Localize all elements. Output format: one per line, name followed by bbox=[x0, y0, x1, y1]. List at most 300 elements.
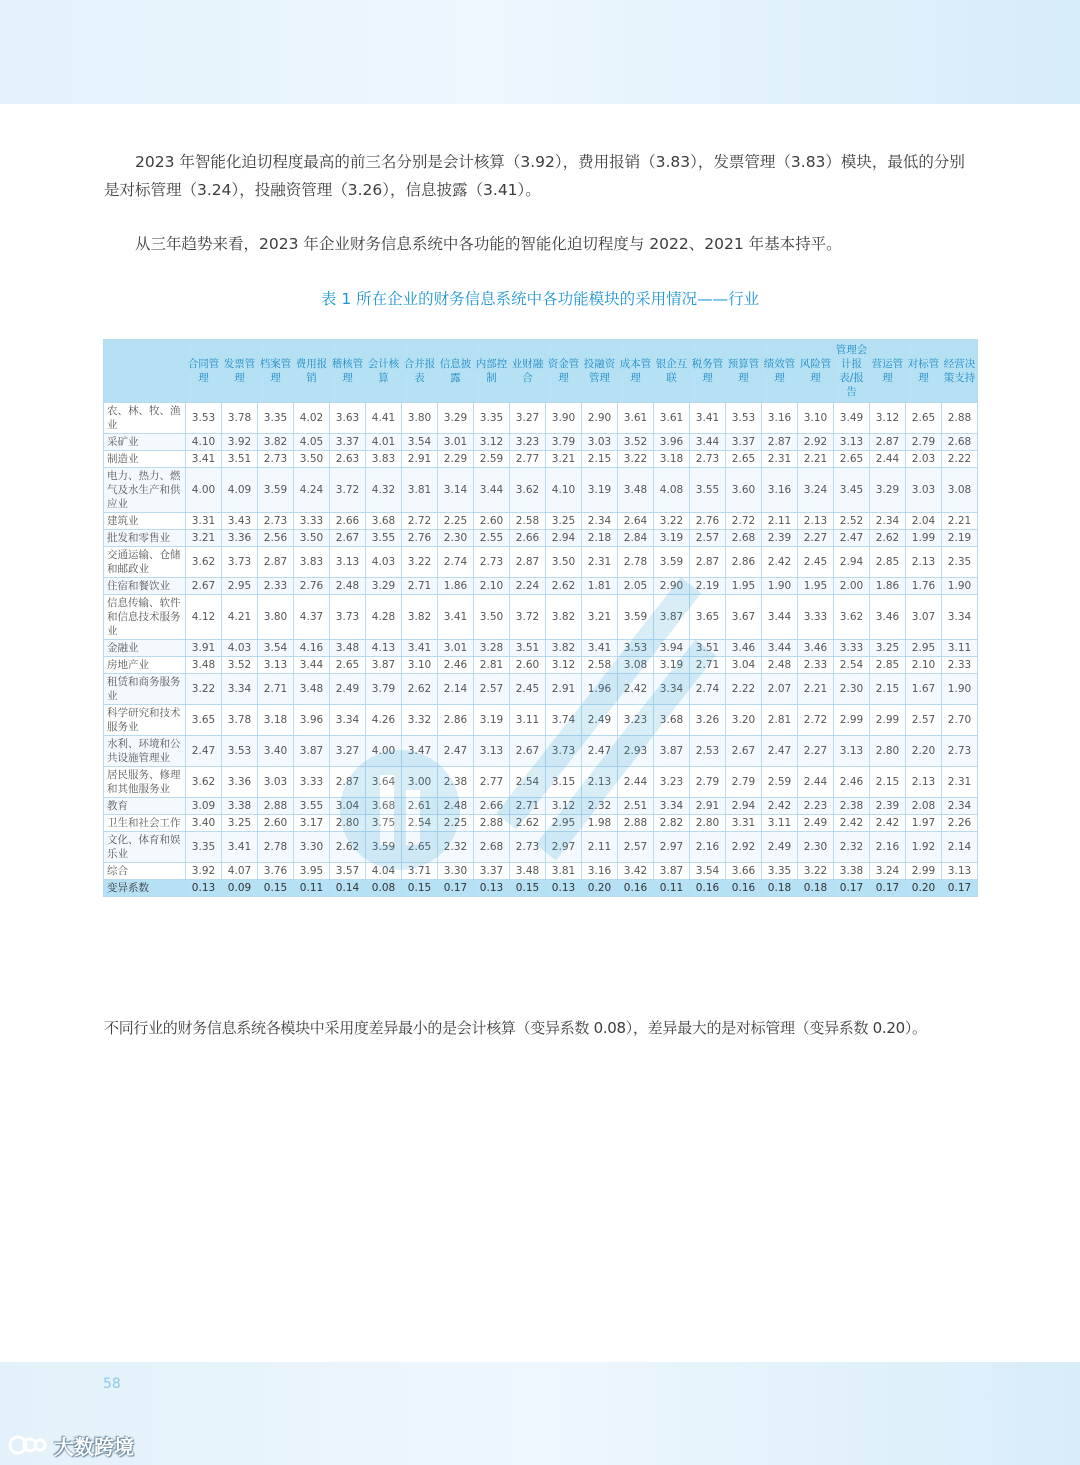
table-cell: 2.57 bbox=[474, 674, 510, 705]
table-cell: 3.21 bbox=[186, 530, 222, 547]
table-cell: 3.67 bbox=[726, 595, 762, 640]
table-cell: 2.23 bbox=[798, 798, 834, 815]
table-container bbox=[103, 339, 977, 897]
table-cell: 2.87 bbox=[258, 547, 294, 578]
table-cell: 2.13 bbox=[798, 513, 834, 530]
table-cell: 2.87 bbox=[762, 434, 798, 451]
table-cell: 2.68 bbox=[942, 434, 978, 451]
table-cell: 3.34 bbox=[654, 674, 690, 705]
table-cell: 3.87 bbox=[294, 736, 330, 767]
table-cell: 2.78 bbox=[258, 832, 294, 863]
table-cell: 2.70 bbox=[942, 705, 978, 736]
table-cell: 3.94 bbox=[654, 640, 690, 657]
column-header: 银企互联 bbox=[654, 340, 690, 403]
table-cell: 3.08 bbox=[618, 657, 654, 674]
table-cell: 2.58 bbox=[510, 513, 546, 530]
table-row bbox=[104, 547, 978, 578]
table-cell: 2.74 bbox=[690, 674, 726, 705]
table-cell: 3.21 bbox=[582, 595, 618, 640]
table-cell: 2.73 bbox=[474, 547, 510, 578]
table-cell: 1.99 bbox=[906, 530, 942, 547]
table-cell: 3.47 bbox=[402, 736, 438, 767]
table-cell: 2.77 bbox=[474, 767, 510, 798]
table-cell: 4.02 bbox=[294, 403, 330, 434]
table-cell: 3.80 bbox=[402, 403, 438, 434]
table-cell: 2.60 bbox=[474, 513, 510, 530]
table-cell: 3.03 bbox=[258, 767, 294, 798]
table-cell: 3.03 bbox=[582, 434, 618, 451]
table-cell: 2.49 bbox=[762, 832, 798, 863]
table-cell: 4.28 bbox=[366, 595, 402, 640]
table-cell: 2.79 bbox=[906, 434, 942, 451]
column-header: 会计核算 bbox=[366, 340, 402, 403]
table-cell: 3.46 bbox=[870, 595, 906, 640]
table-cell: 3.27 bbox=[330, 736, 366, 767]
table-cell: 3.23 bbox=[654, 767, 690, 798]
table-cell: 3.73 bbox=[222, 547, 258, 578]
table-cell: 1.81 bbox=[582, 578, 618, 595]
table-cell: 3.15 bbox=[546, 767, 582, 798]
column-header: 内部控制 bbox=[474, 340, 510, 403]
table-cell: 2.63 bbox=[330, 451, 366, 468]
table-cell: 3.87 bbox=[654, 863, 690, 880]
table-cell: 0.15 bbox=[510, 880, 546, 897]
table-cell: 2.88 bbox=[942, 403, 978, 434]
paragraph-intro: 2023 年智能化迫切程度最高的前三名分别是会计核算（3.92），费用报销（3.83），发票管理（3.83）模块，最低的分别是对标管理（3.24），投融资管理（3.26），信息披露（3.41）。 bbox=[104, 153, 965, 199]
table-cell: 3.37 bbox=[330, 434, 366, 451]
table-cell: 2.48 bbox=[762, 657, 798, 674]
table-cell: 2.33 bbox=[798, 657, 834, 674]
table-cell: 1.98 bbox=[582, 815, 618, 832]
table-cell: 3.55 bbox=[690, 468, 726, 513]
table-cell: 2.47 bbox=[762, 736, 798, 767]
table-cell: 3.50 bbox=[294, 451, 330, 468]
table-cell: 2.48 bbox=[438, 798, 474, 815]
table-cell: 4.00 bbox=[186, 468, 222, 513]
table-row bbox=[104, 403, 978, 434]
table-cell: 2.95 bbox=[546, 815, 582, 832]
table-cell: 3.54 bbox=[690, 863, 726, 880]
table-cell: 3.01 bbox=[438, 640, 474, 657]
table-cell: 2.13 bbox=[906, 547, 942, 578]
table-cell: 2.13 bbox=[582, 767, 618, 798]
table-row bbox=[104, 880, 978, 897]
table-cell: 4.09 bbox=[222, 468, 258, 513]
table-cell: 3.38 bbox=[834, 863, 870, 880]
table-cell: 0.15 bbox=[258, 880, 294, 897]
brand-mark-icon bbox=[8, 1433, 48, 1457]
table-cell: 2.80 bbox=[330, 815, 366, 832]
table-cell: 2.34 bbox=[582, 513, 618, 530]
table-cell: 3.22 bbox=[618, 451, 654, 468]
table-cell: 3.13 bbox=[258, 657, 294, 674]
table-cell: 3.82 bbox=[546, 595, 582, 640]
table-cell: 3.04 bbox=[726, 657, 762, 674]
table-cell: 3.96 bbox=[294, 705, 330, 736]
table-cell: 3.07 bbox=[906, 595, 942, 640]
table-cell: 3.62 bbox=[186, 547, 222, 578]
table-row bbox=[104, 736, 978, 767]
table-cell: 3.26 bbox=[690, 705, 726, 736]
column-header: 档案管理 bbox=[258, 340, 294, 403]
table-cell: 3.71 bbox=[402, 863, 438, 880]
table-cell: 3.82 bbox=[258, 434, 294, 451]
table-cell: 2.99 bbox=[834, 705, 870, 736]
table-cell: 2.51 bbox=[618, 798, 654, 815]
table-cell: 2.93 bbox=[618, 736, 654, 767]
row-label: 变异系数 bbox=[104, 880, 186, 897]
table-cell: 2.71 bbox=[690, 657, 726, 674]
table-cell: 4.10 bbox=[186, 434, 222, 451]
table-cell: 3.11 bbox=[762, 815, 798, 832]
table-cell: 3.29 bbox=[366, 578, 402, 595]
table-cell: 3.33 bbox=[834, 640, 870, 657]
table-cell: 2.33 bbox=[258, 578, 294, 595]
adoption-table bbox=[103, 339, 978, 897]
table-cell: 2.90 bbox=[654, 578, 690, 595]
row-label: 文化、体育和娱乐业 bbox=[104, 832, 186, 863]
table-cell: 3.44 bbox=[294, 657, 330, 674]
table-cell: 3.41 bbox=[438, 595, 474, 640]
table-cell: 2.62 bbox=[402, 674, 438, 705]
table-cell: 3.41 bbox=[402, 640, 438, 657]
table-cell: 3.12 bbox=[474, 434, 510, 451]
table-cell: 0.17 bbox=[834, 880, 870, 897]
column-header: 信息披露 bbox=[438, 340, 474, 403]
table-cell: 2.20 bbox=[906, 736, 942, 767]
table-cell: 2.65 bbox=[834, 451, 870, 468]
table-cell: 3.48 bbox=[510, 863, 546, 880]
table-cell: 3.24 bbox=[798, 468, 834, 513]
table-cell: 2.67 bbox=[330, 530, 366, 547]
table-cell: 2.76 bbox=[690, 513, 726, 530]
table-cell: 2.05 bbox=[618, 578, 654, 595]
table-cell: 2.30 bbox=[834, 674, 870, 705]
table-cell: 2.66 bbox=[474, 798, 510, 815]
table-cell: 4.08 bbox=[654, 468, 690, 513]
table-cell: 2.97 bbox=[546, 832, 582, 863]
table-cell: 0.11 bbox=[654, 880, 690, 897]
table-cell: 3.73 bbox=[546, 736, 582, 767]
table-cell: 3.42 bbox=[618, 863, 654, 880]
table-cell: 2.04 bbox=[906, 513, 942, 530]
table-cell: 3.53 bbox=[222, 736, 258, 767]
table-cell: 3.30 bbox=[438, 863, 474, 880]
table-cell: 2.35 bbox=[942, 547, 978, 578]
table-cell: 2.54 bbox=[510, 767, 546, 798]
table-cell: 3.68 bbox=[366, 798, 402, 815]
table-cell: 2.87 bbox=[870, 434, 906, 451]
table-cell: 3.36 bbox=[222, 767, 258, 798]
table-cell: 2.88 bbox=[258, 798, 294, 815]
row-label: 卫生和社会工作 bbox=[104, 815, 186, 832]
table-header-row bbox=[104, 340, 978, 403]
table-cell: 2.80 bbox=[870, 736, 906, 767]
table-cell: 2.62 bbox=[330, 832, 366, 863]
table-cell: 2.26 bbox=[942, 815, 978, 832]
table-cell: 3.01 bbox=[438, 434, 474, 451]
table-cell: 3.00 bbox=[402, 767, 438, 798]
table-cell: 3.78 bbox=[222, 705, 258, 736]
table-cell: 3.23 bbox=[618, 705, 654, 736]
table-cell: 2.94 bbox=[834, 547, 870, 578]
column-header: 管理会计报表/报告 bbox=[834, 340, 870, 403]
column-header: 投融资管理 bbox=[582, 340, 618, 403]
row-label: 农、林、牧、渔业 bbox=[104, 403, 186, 434]
table-cell: 3.45 bbox=[834, 468, 870, 513]
table-cell: 2.00 bbox=[834, 578, 870, 595]
table-row bbox=[104, 434, 978, 451]
table-cell: 2.88 bbox=[474, 815, 510, 832]
table-cell: 3.33 bbox=[798, 595, 834, 640]
table-cell: 3.48 bbox=[618, 468, 654, 513]
table-cell: 3.74 bbox=[546, 705, 582, 736]
table-cell: 2.33 bbox=[942, 657, 978, 674]
row-label: 房地产业 bbox=[104, 657, 186, 674]
table-cell: 3.53 bbox=[726, 403, 762, 434]
table-cell: 3.52 bbox=[222, 657, 258, 674]
table-cell: 4.21 bbox=[222, 595, 258, 640]
table-cell: 3.53 bbox=[618, 640, 654, 657]
table-cell: 2.60 bbox=[258, 815, 294, 832]
table-cell: 2.32 bbox=[834, 832, 870, 863]
table-cell: 0.20 bbox=[906, 880, 942, 897]
row-label: 信息传输、软件和信息技术服务业 bbox=[104, 595, 186, 640]
table-cell: 2.85 bbox=[870, 657, 906, 674]
table-cell: 3.51 bbox=[222, 451, 258, 468]
table-cell: 3.27 bbox=[510, 403, 546, 434]
brand-logo bbox=[8, 1430, 134, 1460]
table-cell: 2.16 bbox=[870, 832, 906, 863]
table-cell: 3.87 bbox=[654, 736, 690, 767]
table-cell: 2.65 bbox=[330, 657, 366, 674]
table-cell: 3.59 bbox=[258, 468, 294, 513]
table-cell: 2.76 bbox=[294, 578, 330, 595]
table-cell: 2.08 bbox=[906, 798, 942, 815]
table-cell: 3.57 bbox=[330, 863, 366, 880]
table-cell: 3.92 bbox=[186, 863, 222, 880]
table-cell: 3.48 bbox=[294, 674, 330, 705]
column-header: 经营决策支持 bbox=[942, 340, 978, 403]
table-cell: 2.14 bbox=[438, 674, 474, 705]
table-cell: 3.78 bbox=[222, 403, 258, 434]
row-label: 金融业 bbox=[104, 640, 186, 657]
table-cell: 2.21 bbox=[798, 451, 834, 468]
table-cell: 3.13 bbox=[942, 863, 978, 880]
table-cell: 3.46 bbox=[726, 640, 762, 657]
table-cell: 3.30 bbox=[294, 832, 330, 863]
table-cell: 4.03 bbox=[366, 547, 402, 578]
table-cell: 2.57 bbox=[690, 530, 726, 547]
table-caption: 表 1 所在企业的财务信息系统中各功能模块的采用情况——行业 bbox=[320, 290, 760, 308]
table-cell: 2.73 bbox=[510, 832, 546, 863]
column-header: 风险管理 bbox=[798, 340, 834, 403]
table-row bbox=[104, 815, 978, 832]
paragraph-variation: 不同行业的财务信息系统各模块中采用度差异最小的是会计核算（变异系数 0.08），差异最大的是对标管理（变异系数 0.20）。 bbox=[104, 1019, 927, 1037]
table-cell: 2.81 bbox=[762, 705, 798, 736]
table-cell: 2.42 bbox=[834, 815, 870, 832]
table-cell: 3.51 bbox=[510, 640, 546, 657]
table-cell: 2.67 bbox=[186, 578, 222, 595]
table-cell: 4.41 bbox=[366, 403, 402, 434]
row-label: 教育 bbox=[104, 798, 186, 815]
table-cell: 3.41 bbox=[222, 832, 258, 863]
table-cell: 2.45 bbox=[798, 547, 834, 578]
table-cell: 2.47 bbox=[186, 736, 222, 767]
table-cell: 2.11 bbox=[582, 832, 618, 863]
table-cell: 3.44 bbox=[690, 434, 726, 451]
table-cell: 3.34 bbox=[942, 595, 978, 640]
table-cell: 2.94 bbox=[546, 530, 582, 547]
table-cell: 2.77 bbox=[510, 451, 546, 468]
table-cell: 3.61 bbox=[618, 403, 654, 434]
table-cell: 0.16 bbox=[618, 880, 654, 897]
table-cell: 1.90 bbox=[942, 578, 978, 595]
table-cell: 3.09 bbox=[186, 798, 222, 815]
table-cell: 2.79 bbox=[726, 767, 762, 798]
table-cell: 2.91 bbox=[546, 674, 582, 705]
table-cell: 3.13 bbox=[330, 547, 366, 578]
table-cell: 3.72 bbox=[510, 595, 546, 640]
table-cell: 4.24 bbox=[294, 468, 330, 513]
table-cell: 3.36 bbox=[222, 530, 258, 547]
column-header: 合同管理 bbox=[186, 340, 222, 403]
table-cell: 2.44 bbox=[870, 451, 906, 468]
table-cell: 2.65 bbox=[906, 403, 942, 434]
table-cell: 2.19 bbox=[942, 530, 978, 547]
table-cell: 2.34 bbox=[942, 798, 978, 815]
table-cell: 4.37 bbox=[294, 595, 330, 640]
table-cell: 0.18 bbox=[762, 880, 798, 897]
table-cell: 2.67 bbox=[726, 736, 762, 767]
row-label: 电力、热力、燃气及水生产和供应业 bbox=[104, 468, 186, 513]
table-cell: 2.86 bbox=[726, 547, 762, 578]
table-cell: 4.16 bbox=[294, 640, 330, 657]
table-cell: 2.48 bbox=[330, 578, 366, 595]
table-cell: 3.22 bbox=[402, 547, 438, 578]
table-cell: 2.47 bbox=[834, 530, 870, 547]
table-cell: 3.25 bbox=[222, 815, 258, 832]
table-cell: 3.41 bbox=[186, 451, 222, 468]
table-cell: 2.97 bbox=[654, 832, 690, 863]
table-cell: 3.68 bbox=[654, 705, 690, 736]
table-cell: 2.90 bbox=[582, 403, 618, 434]
table-cell: 2.88 bbox=[618, 815, 654, 832]
table-cell: 2.32 bbox=[438, 832, 474, 863]
table-cell: 3.25 bbox=[546, 513, 582, 530]
table-cell: 3.63 bbox=[330, 403, 366, 434]
table-cell: 1.67 bbox=[906, 674, 942, 705]
table-cell: 2.87 bbox=[510, 547, 546, 578]
row-label: 住宿和餐饮业 bbox=[104, 578, 186, 595]
table-cell: 3.28 bbox=[474, 640, 510, 657]
table-cell: 2.07 bbox=[762, 674, 798, 705]
table-cell: 3.34 bbox=[654, 798, 690, 815]
table-cell: 3.31 bbox=[186, 513, 222, 530]
table-cell: 3.68 bbox=[366, 513, 402, 530]
table-cell: 2.29 bbox=[438, 451, 474, 468]
table-cell: 0.13 bbox=[186, 880, 222, 897]
table-cell: 3.60 bbox=[726, 468, 762, 513]
table-cell: 3.19 bbox=[654, 657, 690, 674]
paragraph-trend: 从三年趋势来看，2023 年企业财务信息系统中各功能的智能化迫切程度与 2022、2021 年基本持平。 bbox=[135, 235, 842, 253]
table-cell: 2.60 bbox=[510, 657, 546, 674]
table-cell: 3.19 bbox=[654, 530, 690, 547]
table-cell: 0.17 bbox=[870, 880, 906, 897]
table-cell: 3.19 bbox=[582, 468, 618, 513]
table-cell: 2.39 bbox=[870, 798, 906, 815]
table-cell: 2.71 bbox=[510, 798, 546, 815]
table-cell: 3.95 bbox=[294, 863, 330, 880]
table-cell: 3.54 bbox=[402, 434, 438, 451]
table-cell: 2.22 bbox=[726, 674, 762, 705]
table-cell: 3.32 bbox=[402, 705, 438, 736]
table-cell: 3.52 bbox=[618, 434, 654, 451]
table-cell: 3.40 bbox=[258, 736, 294, 767]
table-cell: 3.22 bbox=[654, 513, 690, 530]
table-cell: 3.83 bbox=[294, 547, 330, 578]
table-cell: 4.32 bbox=[366, 468, 402, 513]
row-label: 租赁和商务服务业 bbox=[104, 674, 186, 705]
table-cell: 2.59 bbox=[762, 767, 798, 798]
table-row bbox=[104, 657, 978, 674]
table-row bbox=[104, 530, 978, 547]
table-cell: 3.55 bbox=[294, 798, 330, 815]
table-cell: 2.67 bbox=[510, 736, 546, 767]
table-cell: 2.27 bbox=[798, 736, 834, 767]
table-cell: 3.65 bbox=[690, 595, 726, 640]
table-cell: 2.99 bbox=[870, 705, 906, 736]
table-cell: 3.40 bbox=[186, 815, 222, 832]
column-header: 预算管理 bbox=[726, 340, 762, 403]
row-label: 采矿业 bbox=[104, 434, 186, 451]
table-cell: 3.55 bbox=[366, 530, 402, 547]
table-cell: 2.44 bbox=[798, 767, 834, 798]
table-row bbox=[104, 705, 978, 736]
table-cell: 2.95 bbox=[222, 578, 258, 595]
table-cell: 2.68 bbox=[474, 832, 510, 863]
table-cell: 2.45 bbox=[510, 674, 546, 705]
table-cell: 0.15 bbox=[402, 880, 438, 897]
table-cell: 4.01 bbox=[366, 434, 402, 451]
table-cell: 2.57 bbox=[906, 705, 942, 736]
table-cell: 4.13 bbox=[366, 640, 402, 657]
table-cell: 2.27 bbox=[798, 530, 834, 547]
table-cell: 3.91 bbox=[186, 640, 222, 657]
table-cell: 3.24 bbox=[870, 863, 906, 880]
table-cell: 2.30 bbox=[438, 530, 474, 547]
table-cell: 3.49 bbox=[834, 403, 870, 434]
table-cell: 2.87 bbox=[690, 547, 726, 578]
table-cell: 2.24 bbox=[510, 578, 546, 595]
table-cell: 3.20 bbox=[726, 705, 762, 736]
table-cell: 3.50 bbox=[474, 595, 510, 640]
table-cell: 3.37 bbox=[474, 863, 510, 880]
table-cell: 2.31 bbox=[762, 451, 798, 468]
table-cell: 3.35 bbox=[762, 863, 798, 880]
row-label: 批发和零售业 bbox=[104, 530, 186, 547]
table-cell: 2.52 bbox=[834, 513, 870, 530]
table-cell: 2.72 bbox=[726, 513, 762, 530]
table-cell: 2.56 bbox=[258, 530, 294, 547]
table-cell: 3.41 bbox=[582, 640, 618, 657]
table-cell: 3.75 bbox=[366, 815, 402, 832]
table-cell: 2.66 bbox=[330, 513, 366, 530]
table-cell: 2.54 bbox=[402, 815, 438, 832]
table-cell: 2.91 bbox=[402, 451, 438, 468]
table-cell: 3.73 bbox=[330, 595, 366, 640]
header-corner bbox=[104, 340, 186, 403]
